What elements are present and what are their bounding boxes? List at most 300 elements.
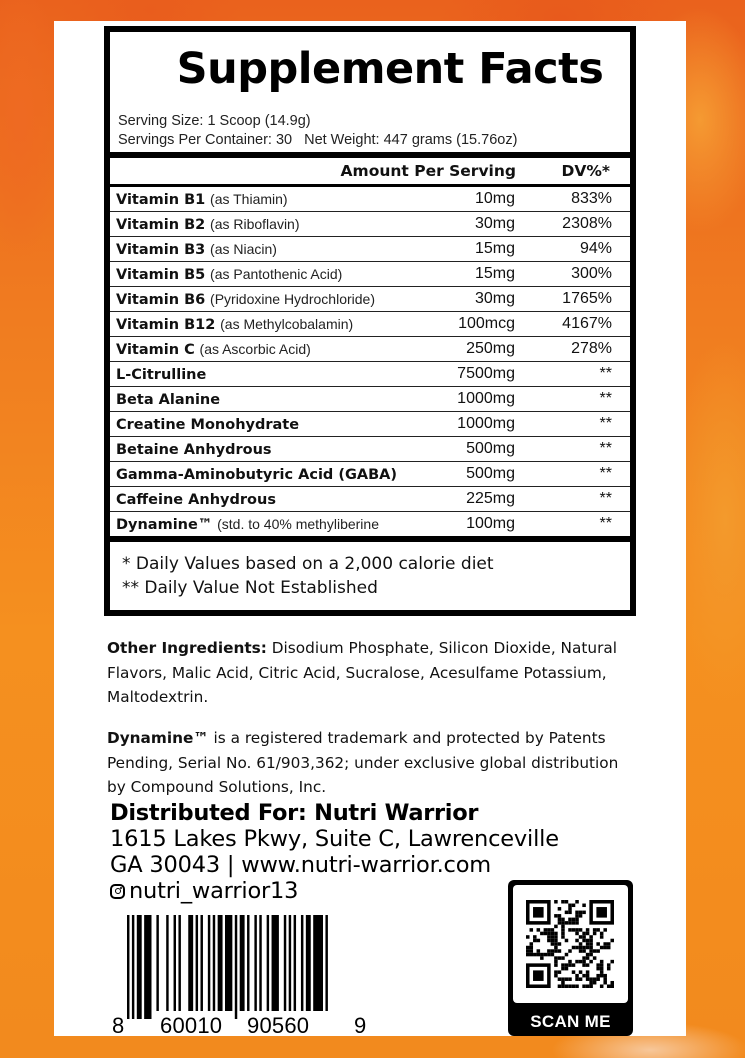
qr-module — [575, 977, 579, 981]
qr-module — [568, 918, 572, 922]
qr-module — [582, 956, 586, 960]
facts-row — [110, 387, 630, 412]
qr-module — [593, 928, 597, 932]
distributor-heading: Distributed For: Nutri Warrior — [110, 800, 479, 826]
qr-code-badge[interactable] — [508, 880, 633, 1036]
qr-module — [600, 970, 604, 974]
serving-size: Serving Size: 1 Scoop (14.9g) — [118, 113, 311, 129]
qr-module — [586, 928, 590, 932]
qr-module — [568, 928, 572, 932]
qr-code-frame — [513, 885, 628, 1003]
facts-header-row — [110, 158, 630, 187]
qr-module — [561, 928, 565, 932]
qr-module — [537, 953, 541, 957]
qr-module — [558, 907, 562, 911]
ingredient-dv: 1765% — [562, 290, 612, 307]
ingredient-title: Caffeine Anhydrous — [116, 492, 276, 508]
qr-module — [554, 956, 558, 960]
qr-module — [575, 946, 579, 950]
qr-module — [565, 967, 569, 971]
qr-module — [565, 953, 569, 957]
qr-module — [554, 932, 558, 936]
instagram-icon — [110, 884, 125, 899]
qr-module — [582, 974, 586, 978]
qr-module — [589, 960, 593, 964]
scan-me-label: SCAN ME — [530, 1012, 611, 1031]
qr-module — [561, 956, 565, 960]
qr-module — [593, 956, 597, 960]
qr-module — [526, 935, 530, 939]
facts-row — [110, 337, 630, 362]
qr-module — [565, 921, 569, 925]
ingredient-title: Creatine Monohydrate — [116, 417, 300, 433]
qr-module — [589, 949, 593, 953]
qr-module — [554, 925, 558, 929]
qr-module — [568, 921, 572, 925]
qr-module — [607, 984, 611, 988]
facts-row — [110, 262, 630, 287]
qr-module — [565, 984, 569, 988]
qr-module — [589, 939, 593, 943]
qr-module — [575, 932, 579, 936]
qr-module — [544, 932, 548, 936]
qr-module — [568, 977, 572, 981]
barcode-bars — [127, 915, 328, 1019]
facts-row — [110, 187, 630, 212]
qr-module — [544, 928, 548, 932]
qr-module — [586, 963, 590, 967]
facts-row — [110, 512, 630, 536]
qr-module — [554, 939, 558, 943]
qr-module — [589, 984, 593, 988]
qr-module — [582, 984, 586, 988]
qr-module — [526, 946, 530, 950]
qr-module — [579, 960, 583, 964]
qr-module — [558, 921, 562, 925]
qr-module — [586, 946, 590, 950]
qr-module — [582, 935, 586, 939]
qr-module — [607, 963, 611, 967]
qr-module — [593, 981, 597, 985]
qr-module — [547, 935, 551, 939]
qr-module — [600, 974, 604, 978]
qr-module — [586, 974, 590, 978]
ingredient-name — [116, 437, 272, 462]
barcode-bar — [218, 915, 223, 1011]
qr-module — [596, 967, 600, 971]
qr-module — [579, 935, 583, 939]
ingredient-title: Gamma-Aminobutyric Acid (GABA) — [116, 467, 398, 483]
ingredient-amount: 15mg — [474, 240, 515, 257]
qr-module — [575, 960, 579, 964]
servings-per-container: Servings Per Container: 30 — [118, 132, 293, 148]
qr-module — [558, 956, 562, 960]
ingredient-title: Vitamin B5 — [116, 267, 206, 283]
qr-module — [561, 921, 565, 925]
qr-module — [530, 928, 534, 932]
qr-finder-center — [533, 907, 544, 918]
ingredient-amount: 250mg — [466, 340, 515, 357]
ingredient-amount: 100mcg — [458, 315, 515, 332]
ingredient-amount: 30mg — [474, 215, 515, 232]
qr-module — [596, 977, 600, 981]
qr-module — [582, 949, 586, 953]
other-ingredients — [107, 636, 637, 710]
ingredient-amount: 225mg — [466, 490, 515, 507]
qr-module — [582, 939, 586, 943]
qr-module — [551, 939, 555, 943]
qr-module — [607, 946, 611, 950]
barcode-bar — [267, 915, 269, 1011]
qr-module — [568, 960, 572, 964]
qr-module — [554, 963, 558, 967]
distributor-address: 1615 Lakes Pkwy, Suite C, Lawrenceville — [110, 826, 559, 852]
barcode-bar — [284, 915, 286, 1011]
instagram-line — [110, 878, 559, 904]
dynamine-note-text: is a registered trademark and protected by Patents Pending, Serial No. 61/903,362; under exclusive global distribution by Compound Solutions, Inc. — [107, 729, 619, 796]
qr-module — [600, 963, 604, 967]
ingredient-name — [116, 187, 288, 212]
facts-row — [110, 362, 630, 387]
qr-module — [558, 949, 562, 953]
qr-module — [530, 949, 534, 953]
barcode-bar — [254, 915, 256, 1011]
facts-row — [110, 437, 630, 462]
qr-module — [565, 963, 569, 967]
qr-module — [582, 911, 586, 915]
qr-module — [586, 939, 590, 943]
qr-module — [551, 935, 555, 939]
qr-module — [558, 970, 562, 974]
qr-module — [572, 904, 576, 908]
qr-module — [579, 970, 583, 974]
qr-module — [533, 939, 537, 943]
barcode-bar — [247, 915, 249, 1011]
ingredient-title: Vitamin B1 — [116, 192, 206, 208]
barcode-bar — [213, 915, 215, 1011]
qr-module — [561, 900, 565, 904]
qr-module — [568, 911, 572, 915]
instagram-handle: nutri_warrior13 — [129, 878, 299, 904]
ingredient-title: Beta Alanine — [116, 392, 221, 408]
barcode-bar — [235, 915, 237, 1019]
ingredient-amount: 1000mg — [457, 415, 515, 432]
ingredient-amount: 7500mg — [457, 365, 515, 382]
ingredient-source: (as Riboflavin) — [210, 216, 300, 232]
ingredient-amount: 500mg — [466, 440, 515, 457]
qr-module — [575, 918, 579, 922]
barcode-bar — [137, 915, 142, 1019]
qr-module — [561, 932, 565, 936]
other-ingredients-label: Other Ingredients: — [107, 639, 267, 657]
qr-module — [600, 932, 604, 936]
barcode-bar — [294, 915, 296, 1011]
qr-module — [551, 949, 555, 953]
ingredient-name — [116, 412, 299, 437]
ingredient-source: (as Niacin) — [210, 241, 277, 257]
qr-finder-center — [596, 907, 607, 918]
qr-module — [603, 974, 607, 978]
qr-module — [561, 935, 565, 939]
qr-module — [575, 984, 579, 988]
ingredient-source: (std. to 40% methyliberine — [217, 516, 379, 532]
amount-per-serving-header: Amount Per Serving — [340, 162, 516, 180]
qr-module — [607, 942, 611, 946]
ingredient-title: Dynamine™ — [116, 517, 213, 533]
distributor-city-website: GA 30043 | www.nutri-warrior.com — [110, 852, 491, 878]
qr-module — [547, 949, 551, 953]
qr-module — [596, 974, 600, 978]
qr-module — [551, 953, 555, 957]
qr-module — [533, 953, 537, 957]
qr-module — [547, 953, 551, 957]
ingredient-dv: ** — [599, 365, 612, 382]
qr-module — [558, 984, 562, 988]
qr-module — [526, 949, 530, 953]
ingredient-source: (Pyridoxine Hydrochloride) — [210, 291, 375, 307]
qr-module — [596, 949, 600, 953]
qr-module — [561, 984, 565, 988]
qr-module — [568, 907, 572, 911]
qr-module — [554, 900, 558, 904]
qr-module — [579, 946, 583, 950]
barcode-digit-group: 9 — [354, 1013, 367, 1036]
qr-module — [561, 977, 565, 981]
qr-module — [586, 932, 590, 936]
qr-module — [572, 984, 576, 988]
qr-module — [607, 967, 611, 971]
qr-module — [540, 956, 544, 960]
qr-module — [603, 928, 607, 932]
facts-row — [110, 287, 630, 312]
barcode-bar — [289, 915, 291, 1011]
barcode-digit-group: 90560 — [247, 1013, 309, 1036]
barcode-bar — [306, 915, 311, 1011]
qr-module — [554, 949, 558, 953]
ingredient-title: Vitamin C — [116, 342, 195, 358]
qr-module — [603, 977, 607, 981]
ingredient-dv: 833% — [571, 190, 612, 207]
barcode-bar — [174, 915, 176, 1011]
qr-module — [554, 942, 558, 946]
ingredient-dv: ** — [599, 440, 612, 457]
qr-module — [582, 932, 586, 936]
dynamine-note-label: Dynamine™ — [107, 729, 209, 747]
qr-module — [589, 935, 593, 939]
qr-module — [547, 928, 551, 932]
barcode-bar — [259, 915, 261, 1011]
qr-module — [579, 942, 583, 946]
ingredient-source: (as Ascorbic Acid) — [199, 341, 311, 357]
ingredient-name — [116, 212, 300, 237]
qr-module — [568, 984, 572, 988]
qr-module — [586, 942, 590, 946]
qr-module — [558, 914, 562, 918]
qr-module — [575, 939, 579, 943]
divider-thick — [110, 536, 630, 542]
qr-module — [610, 939, 614, 943]
barcode-bar — [132, 915, 134, 1019]
barcode-bar — [196, 915, 198, 1011]
qr-module — [565, 939, 569, 943]
qr-module — [537, 939, 541, 943]
ingredient-title: Vitamin B12 — [116, 317, 216, 333]
ingredient-name — [116, 262, 342, 287]
qr-module — [547, 939, 551, 943]
barcode-bar — [208, 915, 210, 1011]
barcode-bar — [201, 915, 203, 1011]
qr-module — [537, 949, 541, 953]
qr-module — [575, 921, 579, 925]
qr-module — [572, 928, 576, 932]
qr-module — [589, 977, 593, 981]
barcode-bar — [188, 915, 193, 1011]
barcode-bar — [301, 915, 303, 1011]
qr-module — [530, 946, 534, 950]
qr-module — [565, 977, 569, 981]
footnotes — [122, 552, 494, 600]
ingredient-name — [116, 312, 353, 337]
qr-module — [554, 960, 558, 964]
ingredient-dv: ** — [599, 390, 612, 407]
qr-module — [561, 967, 565, 971]
qr-module — [568, 904, 572, 908]
ingredient-title: Betaine Anhydrous — [116, 442, 272, 458]
qr-finder-center — [533, 970, 544, 981]
barcode-bar — [313, 915, 323, 1011]
distributor-block — [110, 800, 559, 904]
qr-module — [582, 946, 586, 950]
barcode-bar — [272, 915, 279, 1011]
qr-module — [551, 932, 555, 936]
qr-module — [547, 932, 551, 936]
barcode-bar — [178, 915, 180, 1011]
facts-row — [110, 312, 630, 337]
qr-module — [568, 963, 572, 967]
ingredient-title: Vitamin B6 — [116, 292, 206, 308]
qr-module — [589, 946, 593, 950]
ingredient-source: (as Methylcobalamin) — [220, 316, 354, 332]
qr-module — [596, 942, 600, 946]
ingredient-title: L-Citrulline — [116, 367, 207, 383]
facts-rows — [110, 187, 630, 536]
qr-module — [586, 970, 590, 974]
qr-module — [551, 942, 555, 946]
qr-module — [579, 914, 583, 918]
ingredient-dv: 278% — [571, 340, 612, 357]
qr-module — [603, 942, 607, 946]
qr-module — [530, 942, 534, 946]
ingredient-dv: 4167% — [562, 315, 612, 332]
qr-module — [565, 911, 569, 915]
qr-module — [554, 914, 558, 918]
qr-module — [582, 963, 586, 967]
qr-module — [610, 984, 614, 988]
ingredient-amount: 500mg — [466, 465, 515, 482]
qr-module — [593, 932, 597, 936]
qr-module — [610, 981, 614, 985]
ingredient-dv: ** — [599, 515, 612, 532]
qr-module — [533, 935, 537, 939]
ingredient-source: (as Thiamin) — [210, 191, 288, 207]
qr-module — [586, 956, 590, 960]
qr-module — [561, 925, 565, 929]
qr-module — [561, 963, 565, 967]
facts-row — [110, 412, 630, 437]
qr-module — [586, 984, 590, 988]
ingredient-name — [116, 487, 276, 512]
qr-code — [526, 900, 614, 988]
qr-module — [554, 946, 558, 950]
qr-module — [526, 953, 530, 957]
qr-module — [572, 946, 576, 950]
dynamine-note — [107, 726, 637, 800]
facts-row — [110, 487, 630, 512]
qr-module — [589, 942, 593, 946]
ingredient-amount: 30mg — [474, 290, 515, 307]
qr-module — [558, 918, 562, 922]
qr-module — [579, 977, 583, 981]
barcode-bar — [127, 915, 129, 1019]
qr-module — [575, 974, 579, 978]
qr-module — [565, 900, 569, 904]
qr-module — [600, 946, 604, 950]
ingredient-source: (as Pantothenic Acid) — [210, 266, 343, 282]
ingredient-dv: 94% — [579, 240, 612, 257]
ingredient-name — [116, 337, 311, 362]
qr-module — [572, 918, 576, 922]
ingredient-title: Vitamin B2 — [116, 217, 206, 233]
qr-module — [554, 974, 558, 978]
ingredient-amount: 100mg — [466, 515, 515, 532]
ingredient-name — [116, 512, 379, 537]
qr-module — [558, 977, 562, 981]
ingredient-amount: 1000mg — [457, 390, 515, 407]
qr-module — [589, 953, 593, 957]
qr-module — [600, 960, 604, 964]
qr-module — [593, 949, 597, 953]
ingredient-name — [116, 462, 397, 487]
qr-module — [586, 953, 590, 957]
ingredient-dv: 2308% — [562, 215, 612, 232]
qr-module — [582, 960, 586, 964]
ingredient-dv: 300% — [571, 265, 612, 282]
barcode — [110, 912, 370, 1036]
barcode-bar — [325, 915, 327, 1011]
qr-module — [579, 949, 583, 953]
facts-title: Supplement Facts — [176, 44, 604, 94]
barcode-bar — [144, 915, 151, 1019]
qr-module — [596, 963, 600, 967]
qr-module — [589, 981, 593, 985]
supplement-facts-box — [104, 26, 636, 616]
ingredient-name — [116, 287, 375, 312]
dv-header: DV%* — [561, 162, 610, 180]
qr-module — [561, 981, 565, 985]
ingredient-dv: ** — [599, 465, 612, 482]
qr-module — [540, 953, 544, 957]
ingredient-name — [116, 362, 206, 387]
ingredient-name — [116, 237, 277, 262]
qr-module — [572, 970, 576, 974]
ingredient-amount: 15mg — [474, 265, 515, 282]
qr-module — [554, 935, 558, 939]
facts-row — [110, 212, 630, 237]
qr-module — [568, 949, 572, 953]
ingredient-dv: ** — [599, 415, 612, 432]
barcode-bar — [166, 915, 168, 1011]
qr-module — [540, 932, 544, 936]
